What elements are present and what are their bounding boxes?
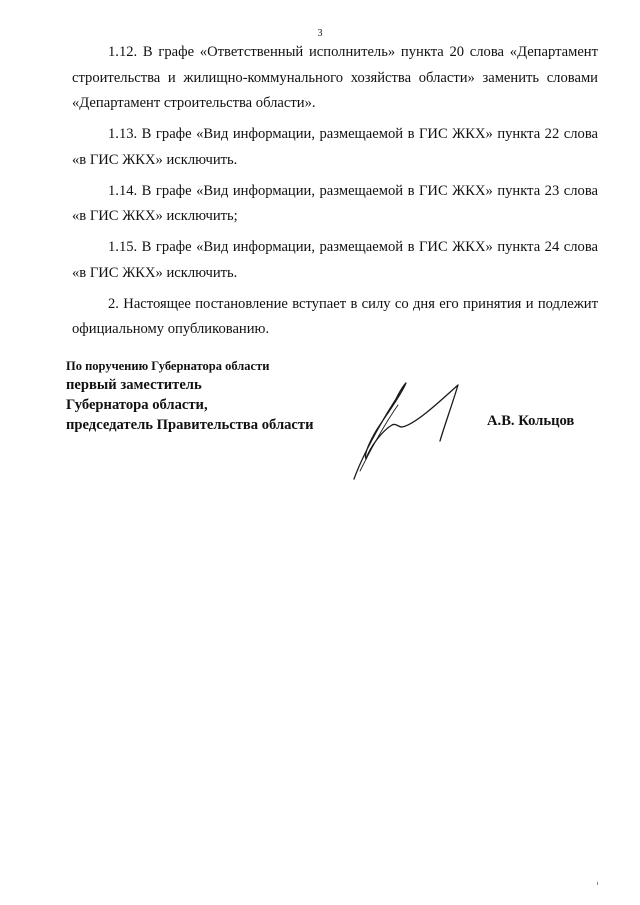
signatory-authority-line: По поручению Губернатора области bbox=[66, 359, 270, 373]
paragraph-1-14: 1.14. В графе «Вид информации, размещаемой в ГИС ЖКХ» пункта 23 слова «в ГИС ЖКХ» исключить; bbox=[72, 182, 598, 224]
page-number: 3 bbox=[317, 28, 323, 39]
signatory-name: А.В. Кольцов bbox=[487, 413, 575, 429]
paragraph-2: 2. Настоящее постановление вступает в силу со дня его принятия и подлежит официальному опубликованию. bbox=[72, 295, 598, 337]
signatory-title-block bbox=[66, 357, 313, 435]
document-body bbox=[72, 40, 598, 348]
scan-speck bbox=[597, 882, 598, 885]
handwritten-signature bbox=[340, 375, 490, 485]
paragraph-1-12: 1.12. В графе «Ответственный исполнитель» пункта 20 слова «Департамент строительства и жилищно-коммунального хозяйства области» заменить словами «Департамент строительства области». bbox=[72, 44, 598, 111]
paragraph-1-13: 1.13. В графе «Вид информации, размещаемой в ГИС ЖКХ» пункта 22 слова «в ГИС ЖКХ» исключить. bbox=[72, 126, 598, 168]
paragraph-1-15: 1.15. В графе «Вид информации, размещаемой в ГИС ЖКХ» пункта 24 слова «в ГИС ЖКХ» исключить. bbox=[72, 239, 598, 281]
signatory-position-line-2: Губернатора области, bbox=[66, 397, 208, 413]
signatory-position-line-3: председатель Правительства области bbox=[66, 417, 314, 433]
signatory-position-line-1: первый заместитель bbox=[66, 377, 202, 393]
